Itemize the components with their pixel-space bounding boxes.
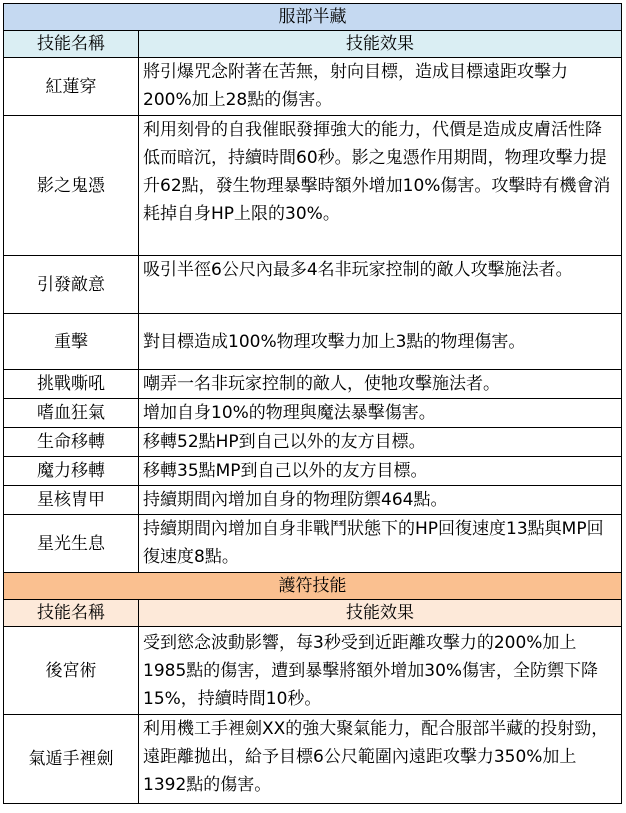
section-title-row	[4, 4, 622, 31]
skill-effect: 持續期間內增加自身的物理防禦464點。	[139, 486, 622, 515]
skill-name: 氣遁手裡劍	[4, 715, 139, 804]
skill-effect: 移轉52點HP到自己以外的友方目標。	[139, 428, 622, 457]
table-row	[4, 627, 622, 715]
skill-name: 嗜血狂氣	[4, 399, 139, 428]
skill-effect: 增加自身10%的物理與魔法暴擊傷害。	[139, 399, 622, 428]
skills-table	[3, 3, 622, 804]
table-row	[4, 486, 622, 515]
column-header-effect: 技能效果	[139, 31, 622, 58]
table-row	[4, 515, 622, 573]
column-header-row	[4, 31, 622, 58]
skill-name: 後宮術	[4, 627, 139, 715]
skill-name: 星核冑甲	[4, 486, 139, 515]
table-row	[4, 399, 622, 428]
skill-effect: 將引爆咒念附著在苦無，射向目標，造成目標遠距攻擊力200%加上28點的傷害。	[139, 58, 622, 116]
skill-effect: 持續期間內增加自身非戰鬥狀態下的HP回復速度13點與MP回復速度8點。	[139, 515, 622, 573]
skill-name: 挑戰嘶吼	[4, 370, 139, 399]
skill-effect: 受到慾念波動影響，每3秒受到近距離攻擊力的200%加上1985點的傷害，遭到暴擊將額外增加30%傷害，全防禦下降15%，持續時間10秒。	[139, 627, 622, 715]
table-row	[4, 314, 622, 370]
table-row	[4, 457, 622, 486]
table-row	[4, 715, 622, 804]
column-header-name: 技能名稱	[4, 600, 139, 627]
column-header-row	[4, 600, 622, 627]
skill-name: 重擊	[4, 314, 139, 370]
table-row	[4, 370, 622, 399]
skill-effect: 移轉35點MP到自己以外的友方目標。	[139, 457, 622, 486]
skill-effect: 對目標造成100%物理攻擊力加上3點的物理傷害。	[139, 314, 622, 370]
skill-name: 星光生息	[4, 515, 139, 573]
table-row	[4, 116, 622, 256]
skill-name: 紅蓮穿	[4, 58, 139, 116]
section-title-row	[4, 573, 622, 600]
skill-effect: 利用刻骨的自我催眠發揮強大的能力，代價是造成皮膚活性降低而暗沉，持續時間60秒。影之鬼憑作用期間，物理攻擊力提升62點，發生物理暴擊時額外增加10%傷害。攻擊時有機會消耗掉自身HP上限的30%。	[139, 116, 622, 256]
column-header-name: 技能名稱	[4, 31, 139, 58]
skill-effect: 嘲弄一名非玩家控制的敵人，使牠攻擊施法者。	[139, 370, 622, 399]
column-header-effect: 技能效果	[139, 600, 622, 627]
table-row	[4, 428, 622, 457]
skill-name: 引發敵意	[4, 256, 139, 314]
section-title: 護符技能	[4, 573, 622, 600]
skill-effect: 利用機工手裡劍XX的強大聚氣能力，配合服部半藏的投射勁，遠距離拋出，給予目標6公尺範圍內遠距攻擊力350%加上1392點的傷害。	[139, 715, 622, 804]
section-title: 服部半藏	[4, 4, 622, 31]
skill-name: 影之鬼憑	[4, 116, 139, 256]
table-row	[4, 58, 622, 116]
skill-name: 生命移轉	[4, 428, 139, 457]
skill-name: 魔力移轉	[4, 457, 139, 486]
table-row	[4, 256, 622, 314]
skill-effect: 吸引半徑6公尺內最多4名非玩家控制的敵人攻擊施法者。	[139, 256, 622, 314]
